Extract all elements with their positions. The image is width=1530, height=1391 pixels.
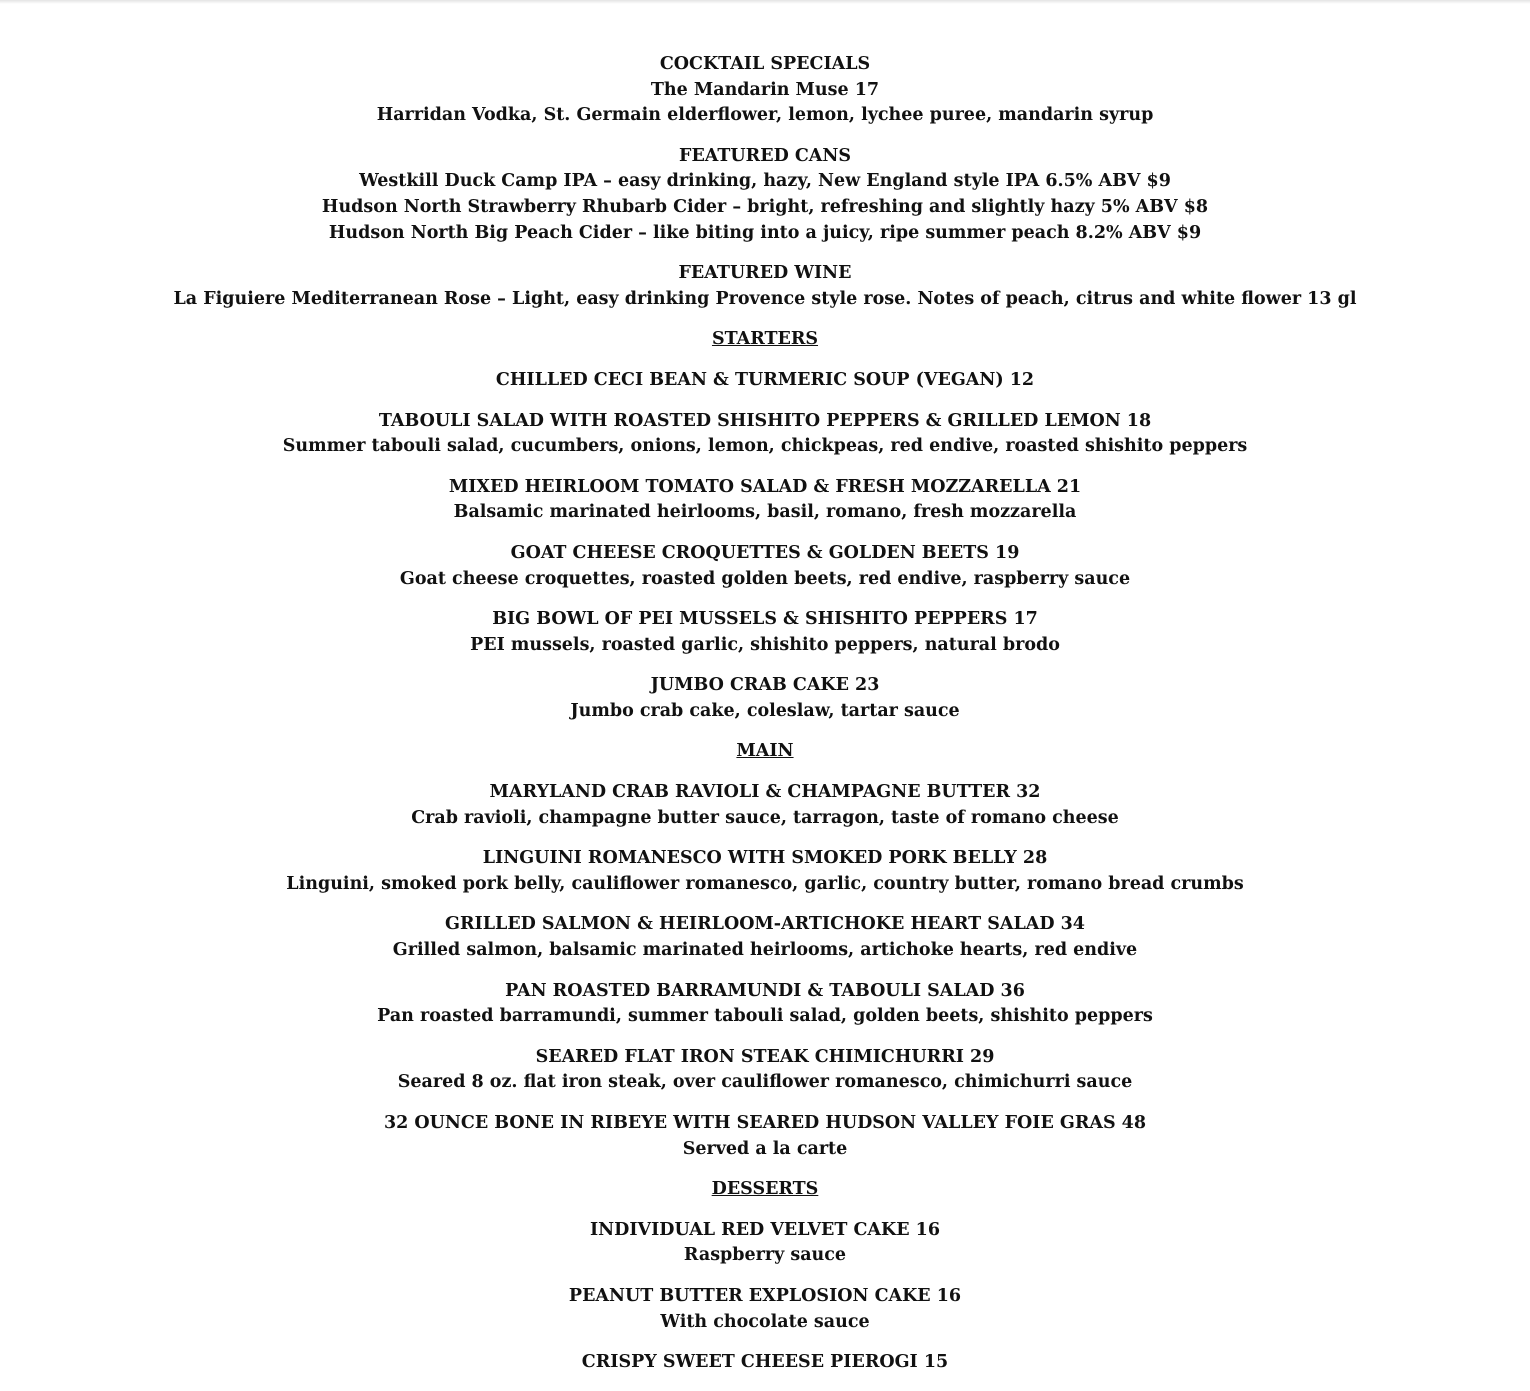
menu-item-name: SEARED FLAT IRON STEAK CHIMICHURRI 29: [535, 1046, 995, 1067]
menu-item: [0, 780, 1530, 831]
menu-item-description: Jumbo crab cake, coleslaw, tartar sauce: [570, 700, 960, 721]
menu-item: [0, 1284, 1530, 1335]
menu-item-name: JUMBO CRAB CAKE 23: [650, 675, 880, 696]
menu-item-name: GOAT CHEESE CROQUETTES & GOLDEN BEETS 19: [510, 542, 1020, 563]
menu-item-description: PEI mussels, roasted garlic, shishito peppers, natural brodo: [470, 634, 1060, 655]
desserts-heading-block: [0, 1177, 1530, 1203]
can-item: Hudson North Big Peach Cider – like biting into a juicy, ripe summer peach 8.2% ABV $9: [328, 222, 1202, 243]
menu-item: [0, 475, 1530, 526]
starters-heading-block: [0, 327, 1530, 353]
menu-item-name: BIG BOWL OF PEI MUSSELS & SHISHITO PEPPERS 17: [492, 609, 1038, 630]
featured-cans-heading: FEATURED CANS: [679, 145, 851, 166]
can-item: Hudson North Strawberry Rhubarb Cider – bright, refreshing and slightly hazy 5% ABV $8: [321, 196, 1209, 217]
menu-item-description: Served a la carte: [682, 1138, 848, 1159]
menu-item: [0, 409, 1530, 460]
cocktail-specials-heading: COCKTAIL SPECIALS: [659, 54, 871, 74]
menu-item-description: Crab ravioli, champagne butter sauce, tarragon, taste of romano cheese: [411, 807, 1119, 828]
menu-item-name: CHILLED CECI BEAN & TURMERIC SOUP (VEGAN) 12: [495, 369, 1035, 390]
menu-item: [0, 912, 1530, 963]
menu-item-name: MIXED HEIRLOOM TOMATO SALAD & FRESH MOZZARELLA 21: [448, 476, 1082, 497]
menu-item-description: Summer tabouli salad, cucumbers, onions, lemon, chickpeas, red endive, roasted shishito peppers: [282, 436, 1248, 457]
menu-item-name: GRILLED SALMON & HEIRLOOM-ARTICHOKE HEART SALAD 34: [445, 914, 1085, 935]
cocktail-item-name: The Mandarin Muse 17: [650, 79, 880, 100]
menu-item: [0, 1045, 1530, 1096]
menu-item: [0, 846, 1530, 897]
menu-item-description: Goat cheese croquettes, roasted golden beets, red endive, raspberry sauce: [399, 568, 1131, 589]
menu-item: [0, 979, 1530, 1030]
menu-item-description: Balsamic marinated heirlooms, basil, romano, fresh mozzarella: [453, 502, 1077, 523]
cocktail-item-description: Harridan Vodka, St. Germain elderflower, lemon, lychee puree, mandarin syrup: [376, 105, 1154, 126]
main-heading-block: [0, 739, 1530, 765]
can-item: Westkill Duck Camp IPA – easy drinking, hazy, New England style IPA 6.5% ABV $9: [359, 171, 1171, 192]
cocktail-specials-block: [0, 52, 1530, 129]
menu-item: [0, 673, 1530, 724]
menu-item: [0, 541, 1530, 592]
wine-item: La Figuiere Mediterranean Rose – Light, easy drinking Provence style rose. Notes of peach, citrus and white flower 13 gl: [173, 288, 1357, 309]
menu-item: [0, 1218, 1530, 1269]
menu-item: [0, 1350, 1530, 1376]
menu-item-description: Pan roasted barramundi, summer tabouli salad, golden beets, shishito peppers: [377, 1006, 1153, 1027]
menu-item: [0, 1111, 1530, 1162]
menu-item-description: Linguini, smoked pork belly, cauliflower romanesco, garlic, country butter, romano bread crumbs: [286, 873, 1244, 894]
menu-document: [0, 52, 1530, 1391]
menu-item-description: Raspberry sauce: [683, 1245, 847, 1266]
menu-item-description: Seared 8 oz. flat iron steak, over cauliflower romanesco, chimichurri sauce: [397, 1072, 1133, 1093]
main-heading: MAIN: [736, 741, 794, 762]
menu-item-name: MARYLAND CRAB RAVIOLI & CHAMPAGNE BUTTER 32: [489, 782, 1041, 803]
featured-cans-block: [0, 144, 1530, 246]
desserts-heading: DESSERTS: [711, 1179, 819, 1200]
menu-item-name: TABOULI SALAD WITH ROASTED SHISHITO PEPPERS & GRILLED LEMON 18: [378, 410, 1152, 431]
featured-wine-block: [0, 261, 1530, 312]
menu-item-name: CRISPY SWEET CHEESE PIEROGI 15: [581, 1352, 949, 1373]
starters-heading: STARTERS: [711, 329, 819, 350]
menu-item-name: INDIVIDUAL RED VELVET CAKE 16: [589, 1219, 940, 1240]
menu-item-name: PAN ROASTED BARRAMUNDI & TABOULI SALAD 36: [505, 980, 1025, 1001]
menu-item-description: With chocolate sauce: [660, 1311, 870, 1332]
top-edge-shadow: [0, 0, 1530, 4]
menu-item-name: 32 OUNCE BONE IN RIBEYE WITH SEARED HUDSON VALLEY FOIE GRAS 48: [383, 1113, 1147, 1133]
menu-item-description: Grilled salmon, balsamic marinated heirlooms, artichoke hearts, red endive: [392, 940, 1138, 961]
featured-wine-heading: FEATURED WINE: [678, 263, 852, 284]
menu-item: [0, 368, 1530, 394]
menu-item-name: LINGUINI ROMANESCO WITH SMOKED PORK BELLY 28: [482, 848, 1048, 869]
menu-item: [0, 607, 1530, 658]
menu-item-name: PEANUT BUTTER EXPLOSION CAKE 16: [568, 1285, 962, 1306]
